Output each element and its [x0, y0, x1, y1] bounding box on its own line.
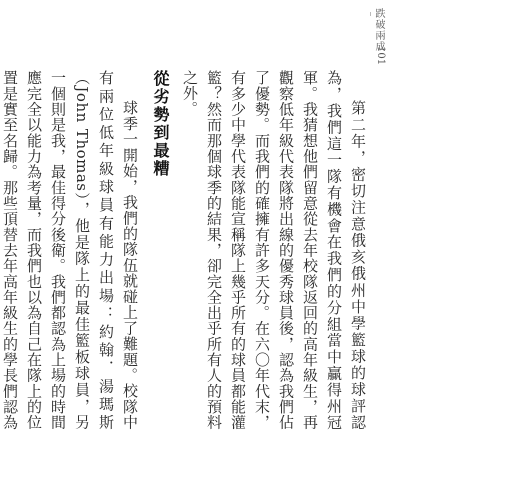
- running-header: 跌破兩成: [373, 8, 384, 52]
- paragraph-1: 第二年，密切注意俄亥俄州中學籃球的球評認為，我們這一隊有機會在我們的分組當中贏得州冠軍。我猜想他們留意從去年校隊返回的高年級生，再觀察低年級代表隊將出線的優秀球員後，認為我們佔了優勢。而我們的確擁有許多天分。在六〇年代末，有多少中學代表隊能宣稱隊上幾乎所有的球員都能灌籃？然而那個球季的結果，卻完全出乎所有人的預料之外。: [181, 70, 367, 430]
- page-number: 101: [375, 46, 386, 66]
- body-text: [0, 70, 370, 430]
- paragraph-2: 球季一開始，我們的隊伍就碰上了難題。校隊中有兩位低年級球員有能力出場：約翰．湯瑪斯（John Thomas），他是隊上的最佳籃板球員，另一個則是我，最佳得分後衛。我們都認為上場的時間應完全以能力為考量，而我們也以為自己在隊上的位置是實至名歸。那些頂替去年高年級生的學長們認為: [1, 70, 139, 430]
- section-heading: 從劣勢到最糟: [151, 70, 170, 178]
